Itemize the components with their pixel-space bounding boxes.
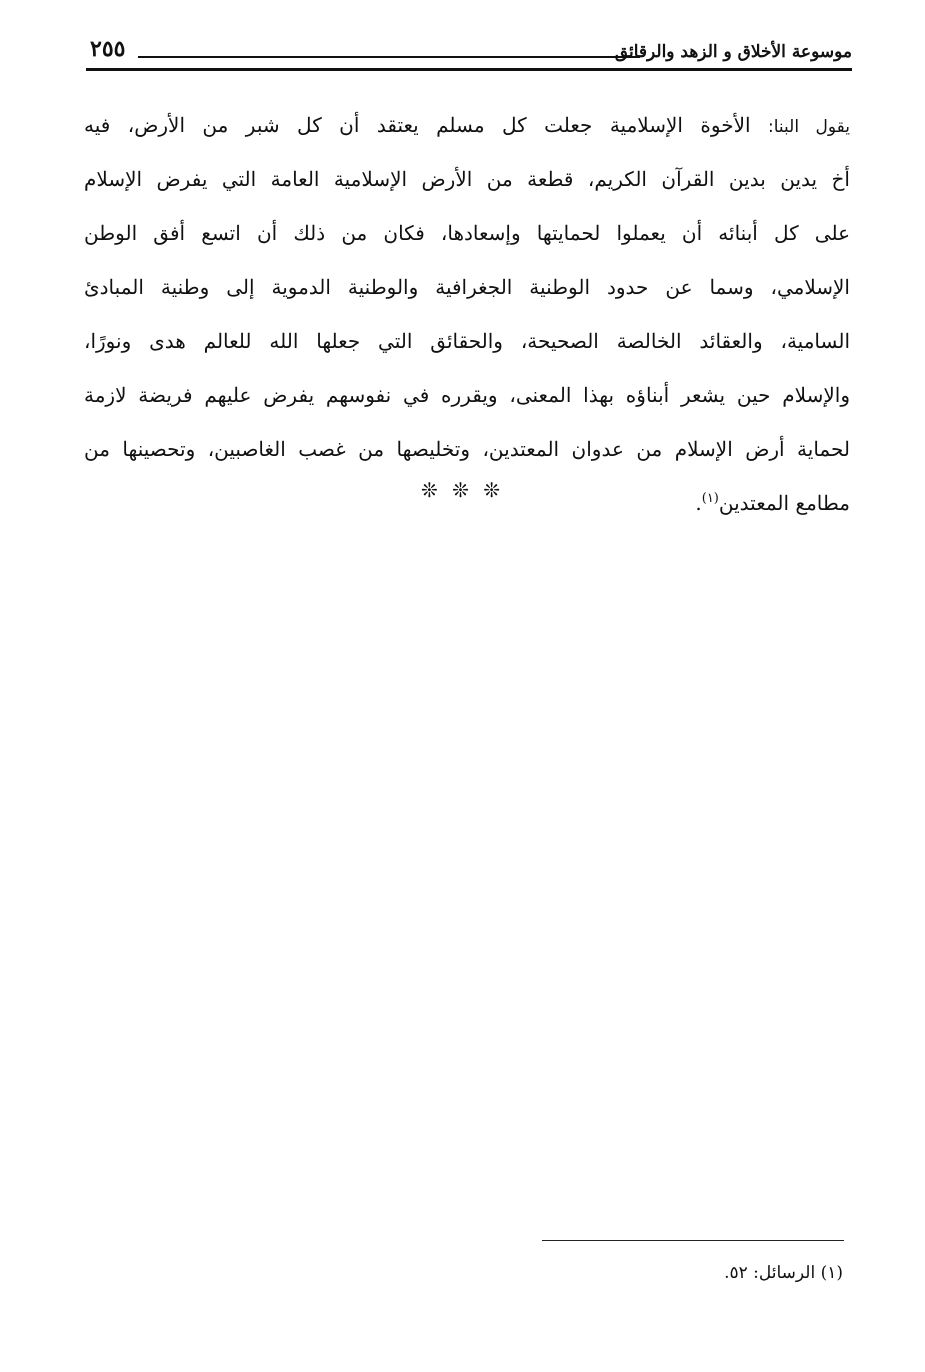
- page-number: ٢٥٥: [90, 36, 126, 62]
- text-line-5: السامية، والعقائد الخالصة الصحيحة، والحقائق التي جعلها الله للعالم هدى ونورًا،: [84, 329, 850, 353]
- running-title: موسوعة الأخلاق و الزهد والرقائق: [614, 42, 852, 62]
- text-line-1: [84, 98, 850, 152]
- text-line-2: أخ يدين بدين القرآن الكريم، قطعة من الأرض الإسلامية العامة التي يفرض الإسلام: [84, 167, 850, 191]
- footnote: (١) الرسائل: ٥٢.: [724, 1263, 843, 1283]
- speaker-label: يقول البنا:: [767, 117, 850, 137]
- text-line-6: والإسلام حين يشعر أبناؤه بهذا المعنى، ويقرره في نفوسهم يفرض عليهم فريضة لازمة: [84, 383, 850, 407]
- footnote-rule: [542, 1240, 844, 1241]
- header-rule: [138, 56, 640, 58]
- body-paragraph: [84, 98, 850, 530]
- line-1-text: الأخوة الإسلامية جعلت كل مسلم يعتقد أن كل شبر من الأرض، فيه: [84, 113, 751, 137]
- text-line-7: لحماية أرض الإسلام من عدوان المعتدين، وتخليصها من غصب الغاصبين، وتحصينها من: [84, 437, 850, 461]
- line-8-text: مطامع المعتدين: [718, 491, 850, 515]
- final-period: .: [695, 491, 702, 515]
- header-divider: [86, 68, 852, 71]
- text-line-3: على كل أبنائه أن يعملوا لحمايتها وإسعادها، فكان من ذلك أن اتسع أفق الوطن: [84, 221, 850, 245]
- text-line-4: الإسلامي، وسما عن حدود الوطنية الجغرافية والوطنية الدموية إلى وطنية المبادئ: [84, 275, 850, 299]
- page-header: [86, 36, 852, 70]
- section-separator: ❊ ❊ ❊: [421, 478, 504, 502]
- footnote-reference[interactable]: (١): [701, 491, 719, 506]
